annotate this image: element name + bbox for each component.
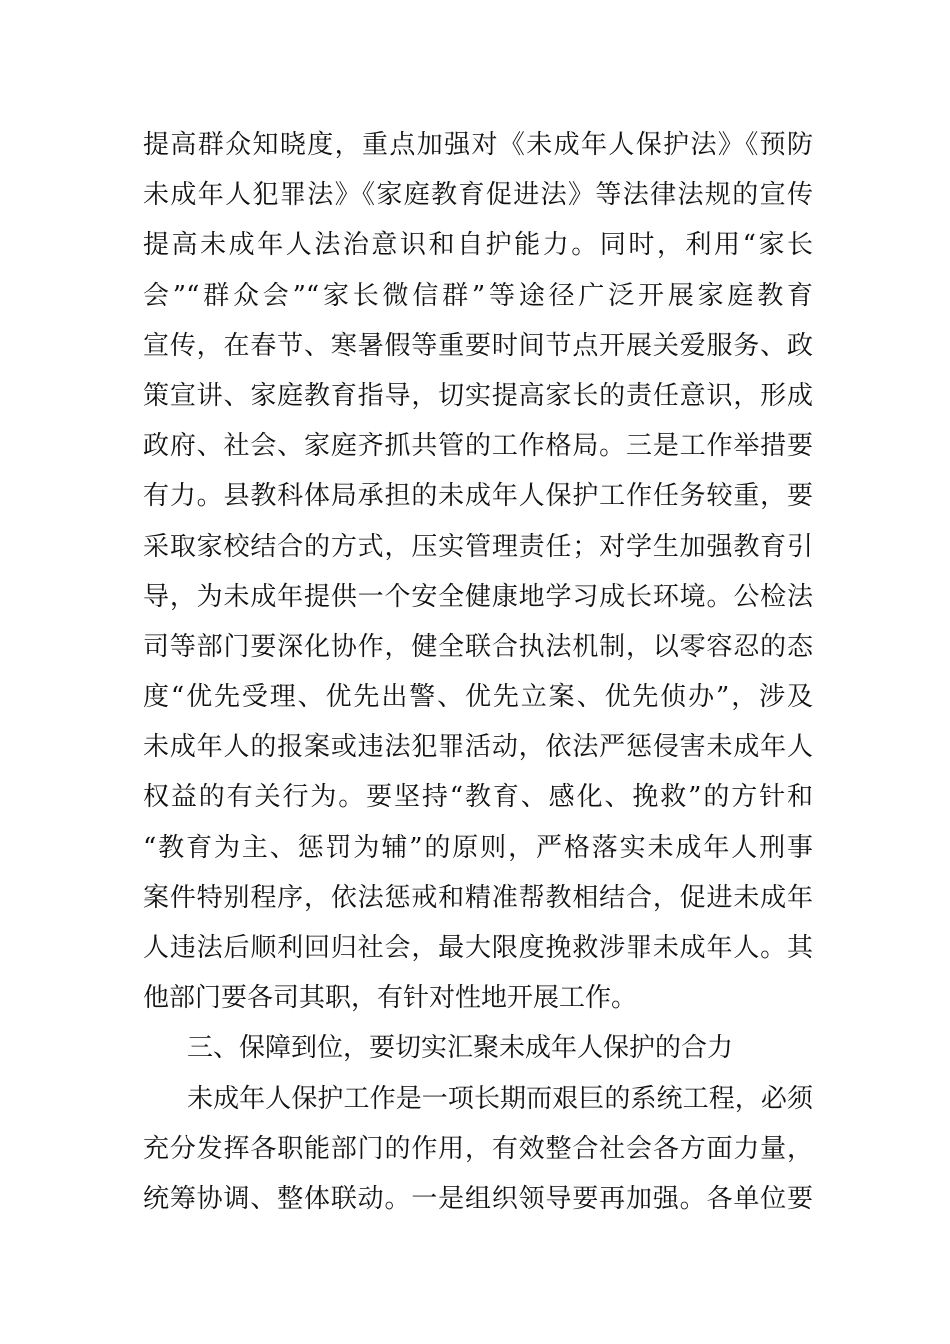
text-line: 会”“群众会”“家长微信群”等途径广泛开展家庭教育 (143, 280, 813, 311)
body-text (143, 120, 813, 1224)
text-line: 提高群众知晓度，重点加强对《未成年人保护法》《预防 (143, 130, 813, 160)
text-line: 案件特别程序，依法惩戒和精准帮教相结合，促进未成年 (143, 882, 813, 913)
text-line: 充分发挥各职能部门的作用，有效整合社会各方面力量， (143, 1133, 813, 1164)
text-line: 权益的有关行为。要坚持“教育、感化、挽救”的方针和 (143, 782, 813, 813)
text-line: 宣传，在春节、寒暑假等重要时间节点开展关爱服务、政 (143, 330, 813, 361)
text-line: 三、保障到位，要切实汇聚未成年人保护的合力 (187, 1033, 734, 1064)
text-line: 有力。县教科体局承担的未成年人保护工作任务较重，要 (143, 481, 813, 512)
text-line: “教育为主、惩罚为辅”的原则，严格落实未成年人刑事 (143, 832, 813, 863)
text-line: 未成年人犯罪法》《家庭教育促进法》等法律法规的宣传 (143, 180, 813, 211)
text-line: 司等部门要深化协作，健全联合执法机制，以零容忍的态 (143, 631, 813, 662)
text-line: 策宣讲、家庭教育指导，切实提高家长的责任意识，形成 (143, 380, 813, 411)
text-line: 导，为未成年提供一个安全健康地学习成长环境。公检法 (143, 581, 813, 612)
text-line: 统筹协调、整体联动。一是组织领导要再加强。各单位要 (143, 1183, 813, 1214)
text-line: 提高未成年人法治意识和自护能力。同时，利用“家长 (143, 230, 813, 261)
text-line: 未成年人的报案或违法犯罪活动，依法严惩侵害未成年人 (143, 732, 813, 763)
text-line: 未成年人保护工作是一项长期而艰巨的系统工程，必须 (187, 1083, 813, 1114)
text-line: 政府、社会、家庭齐抓共管的工作格局。三是工作举措要 (143, 431, 813, 462)
text-line: 他部门要各司其职，有针对性地开展工作。 (143, 983, 638, 1014)
text-line: 采取家校结合的方式，压实管理责任；对学生加强教育引 (143, 531, 813, 562)
text-line: 人违法后顺利回归社会，最大限度挽救涉罪未成年人。其 (143, 933, 813, 963)
text-line: 度“优先受理、优先出警、优先立案、优先侦办”，涉及 (143, 682, 813, 713)
